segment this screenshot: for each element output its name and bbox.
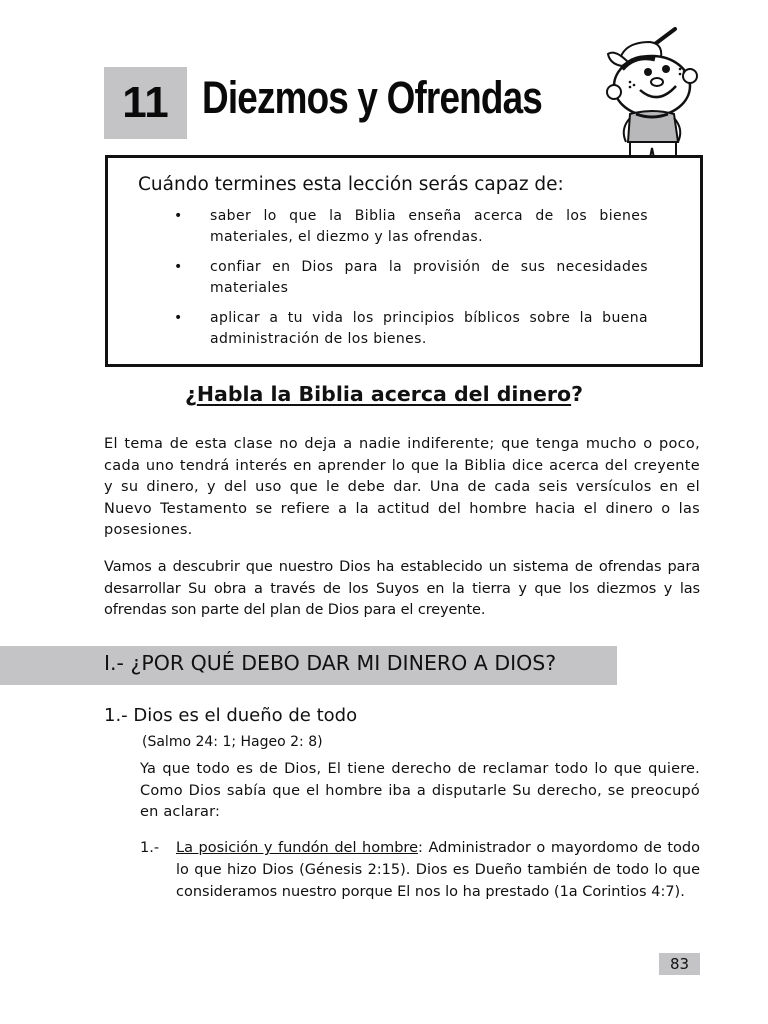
bullet-icon: • — [174, 259, 183, 275]
objective-text: aplicar a tu vida los principios bíblicos sobre la buena administración de los bienes. — [210, 310, 648, 347]
cartoon-boy-icon — [600, 24, 710, 174]
objectives-heading: Cuándo termines esta lección serás capaz de: — [138, 174, 564, 195]
question-prefix: ¿ — [184, 382, 197, 406]
objective-item — [108, 257, 700, 299]
objective-item — [108, 308, 700, 350]
section-heading: I.- ¿POR QUÉ DEBO DAR MI DINERO A DIOS? — [104, 651, 557, 675]
page-number-text: 83 — [669, 955, 690, 973]
bullet-icon: • — [174, 310, 183, 326]
point-body — [140, 837, 700, 903]
numbered-point — [140, 837, 700, 903]
question-suffix: ? — [571, 382, 584, 406]
subsection-paragraph: Ya que todo es de Dios, El tiene derecho de reclamar todo lo que quiere. Como Dios sabía que el hombre iba a disputarle Su derecho, se preocupó en aclarar: — [140, 761, 700, 820]
chapter-title: Diezmos y Ofrendas — [202, 72, 543, 123]
subsection-heading: 1.- Dios es el dueño de todo — [104, 705, 358, 726]
intro-question-heading — [0, 382, 768, 406]
intro-paragraph-2: Vamos a descubrir que nuestro Dios ha establecido un sistema de ofrendas para desarrollar Su obra a través de los Suyos en la tierra y que los diezmos y las ofrendas son parte del plan de Dios para el creyente. — [104, 559, 700, 618]
scripture-references: (Salmo 24: 1; Hageo 2: 8) — [142, 734, 323, 750]
question-text: Habla la Biblia acerca del dinero — [196, 382, 572, 406]
objective-text: saber lo que la Biblia enseña acerca de los bienes materiales, el diezmo y las ofrendas. — [210, 208, 648, 245]
chapter-number-badge — [104, 67, 187, 139]
objective-text: confiar en Dios para la provisión de sus necesidades materiales — [210, 259, 648, 296]
objectives-list — [108, 206, 700, 359]
chapter-number: 11 — [122, 78, 169, 127]
objectives-box — [105, 155, 703, 367]
objective-item — [108, 206, 700, 248]
bullet-icon: • — [174, 208, 183, 224]
point-text: : Administrador o mayordomo de todo lo que hizo Dios (Génesis 2:15). Dios es Dueño también de todo lo que consideramos nuestro porque El nos lo ha prestado (1a Corintios 4:7). — [176, 840, 700, 900]
page-number — [659, 953, 700, 975]
point-number: 1.- — [140, 840, 160, 856]
intro-paragraph-1: El tema de esta clase no deja a nadie indiferente; que tenga mucho o poco, cada uno tendrá interés en aprender lo que la Biblia dice acerca del creyente y su dinero, y del uso que le debe dar. Una de cada seis versículos en el Nuevo Testamento se refiere a la actitud del hombre hacia el dinero o las posesiones. — [104, 436, 700, 538]
point-title: La posición y fundón del hombre — [176, 840, 418, 856]
